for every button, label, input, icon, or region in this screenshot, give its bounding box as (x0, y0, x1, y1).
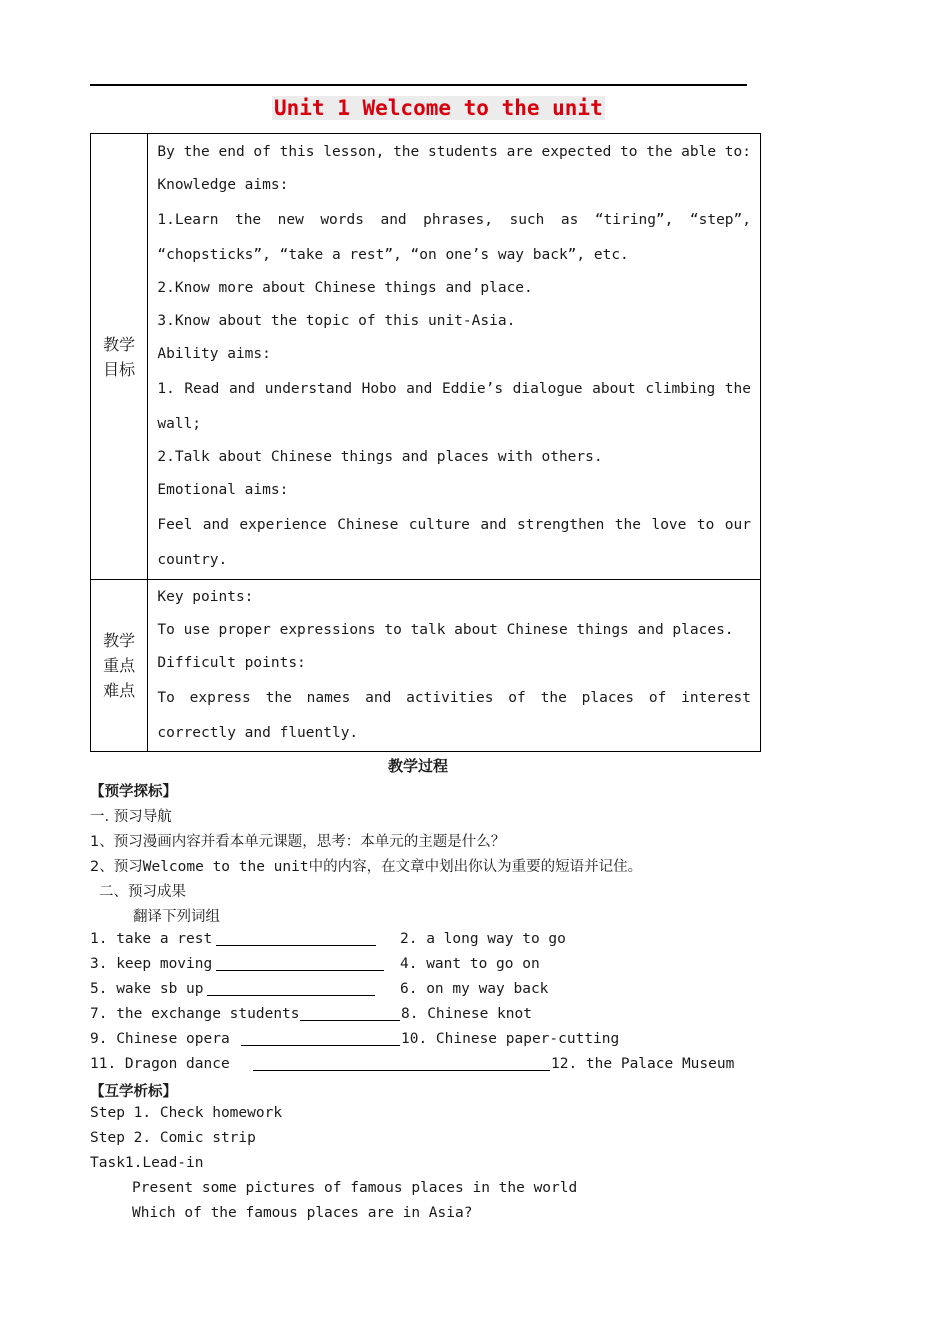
process-heading: 教学过程 (387, 757, 448, 775)
phrase-item (90, 931, 212, 947)
aims-line: 1. Read and understand Hobo and Eddie’s dialogue about climbing the (157, 381, 751, 397)
header-rule (90, 84, 747, 86)
item2-prefix: 2、预习 (90, 859, 143, 875)
aims-line: country. (157, 552, 228, 568)
phrase-text: 1. take a rest (90, 931, 213, 947)
task1: Task1.Lead-in (90, 1155, 204, 1171)
keypoints-label-line2: 重点 (103, 656, 136, 675)
keypoints-line: To use proper expressions to talk about Chinese things and places. (157, 622, 734, 638)
phrase-text: 4. want to go on (400, 956, 540, 972)
phrase-item (400, 956, 540, 972)
phrase-text: 5. wake sb up (90, 981, 204, 997)
aims-line: By the end of this lesson, the students are expected to the able to: (157, 144, 751, 160)
step1: Step 1. Check homework (90, 1105, 283, 1121)
aims-label-line1: 教学 (103, 334, 136, 354)
phrase-item (400, 981, 548, 997)
aims-line: 2.Know more about Chinese things and place. (157, 280, 533, 296)
section1-item1: 1、预习漫画内容并看本单元课题，思考：本单元的主题是什么？ (90, 834, 506, 850)
aims-row (91, 134, 761, 580)
task1-line2: Which of the famous places are in Asia? (132, 1205, 473, 1221)
aims-line: 1.Learn the new words and phrases, such as “tiring”, “step”, (157, 212, 751, 228)
phrase-text: 7. the exchange students (90, 1006, 300, 1022)
step2: Step 2. Comic strip (90, 1130, 256, 1146)
page-title: Unit 1 Welcome to the unit (274, 96, 603, 120)
section2-heading: 【互学析标】 (90, 1084, 177, 1100)
aims-line: Emotional aims: (157, 482, 289, 498)
phrase-text: 6. on my way back (400, 981, 549, 997)
phrase-item (90, 956, 212, 972)
aims-line: “chopsticks”, “take a rest”, “on one’s way back”, etc. (157, 247, 629, 263)
phrase-text: 2. a long way to go (400, 931, 566, 947)
phrase-item (551, 1056, 734, 1072)
keypoints-line: To express the names and activities of the places of interest (157, 690, 751, 706)
phrase-text: 11. Dragon dance (90, 1056, 230, 1072)
section1-sub2-task: 翻译下列词组 (133, 909, 220, 925)
phrase-text: 8. Chinese knot (401, 1006, 532, 1022)
aims-line: wall; (157, 416, 202, 432)
aims-content (148, 134, 761, 580)
aims-line: Ability aims: (157, 346, 271, 362)
phrase-item (90, 1006, 300, 1022)
answer-blank[interactable] (216, 931, 376, 946)
section1-item2 (90, 855, 642, 876)
aims-line: 3.Know about the topic of this unit-Asia. (157, 313, 516, 329)
keypoints-row (91, 580, 761, 752)
aims-label-line2: 目标 (103, 359, 136, 379)
phrase-text: 9. Chinese opera (90, 1031, 230, 1047)
aims-label (91, 134, 148, 580)
answer-blank[interactable] (300, 1006, 400, 1021)
keypoints-line: Difficult points: (157, 655, 306, 671)
aims-table (90, 133, 761, 752)
phrase-text: 10. Chinese paper-cutting (401, 1031, 620, 1047)
keypoints-line: correctly and fluently. (157, 725, 359, 741)
answer-blank[interactable] (253, 1056, 550, 1071)
item2-suffix: 中的内容，在文章中划出你认为重要的短语并记住。 (308, 859, 643, 875)
aims-line: Feel and experience Chinese culture and strengthen the love to our (157, 517, 751, 533)
phrase-item (400, 931, 566, 947)
phrase-item (90, 1031, 230, 1047)
phrase-text: 12. the Palace Museum (551, 1056, 735, 1072)
phrase-item (90, 1056, 230, 1072)
aims-line: Knowledge aims: (157, 177, 289, 193)
task1-line1: Present some pictures of famous places in the world (132, 1180, 578, 1196)
answer-blank[interactable] (241, 1031, 400, 1046)
keypoints-label-line3: 难点 (103, 681, 136, 700)
keypoints-line: Key points: (157, 589, 254, 605)
section1-sub2: 二、预习成果 (99, 884, 186, 900)
answer-blank[interactable] (216, 956, 384, 971)
phrase-item (401, 1006, 532, 1022)
section1-heading: 【预学探标】 (90, 784, 177, 800)
phrase-item (90, 981, 204, 997)
keypoints-content (148, 580, 761, 752)
phrase-text: 3. keep moving (90, 956, 213, 972)
phrase-item (401, 1031, 619, 1047)
aims-line: 2.Talk about Chinese things and places with others. (157, 449, 603, 465)
keypoints-label-line1: 教学 (103, 631, 136, 650)
item2-unit: Welcome to the unit (142, 859, 309, 875)
keypoints-label (91, 580, 148, 752)
section1-sub1: 一. 预习导航 (90, 809, 172, 825)
answer-blank[interactable] (207, 981, 375, 996)
